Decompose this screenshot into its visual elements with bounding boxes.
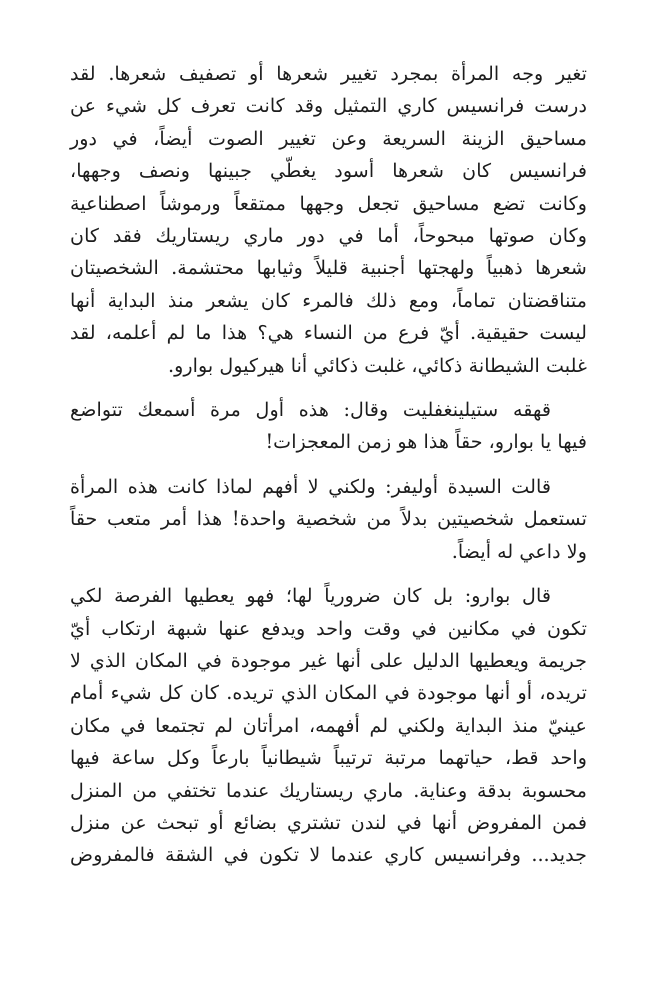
text-line: فمن المفروض أنها في لندن تشتري بضائع أو تبحث عن منزل <box>70 810 587 834</box>
text-line: شعرها ذهبياً ولهجتها أجنبية قليلاً وثيابها محتشمة. الشخصيتان <box>70 256 587 280</box>
text-line: جريمة ويعطيها الدليل على أنها غير موجودة في المكان الذي لا <box>70 648 587 672</box>
text-line: تكون في مكانين في وقت واحد ويدفع عنها شبهة ارتكاب أيّ <box>70 616 587 640</box>
text-line: فيها يا بوارو، حقاً هذا هو زمن المعجزات! <box>265 430 587 454</box>
paragraph-3 <box>70 471 587 568</box>
text-line: ليست حقيقية. أيّ فرع من النساء هي؟ هذا ما لم أعلمه، لقد <box>70 321 587 345</box>
text-line: متناقضتان تماماً، ومع ذلك فالمرء كان يشعر منذ البداية أنها <box>70 288 587 312</box>
text-line: قال بوارو: بل كان ضرورياً لها؛ فهو يعطيها الفرصة لكي <box>70 584 551 608</box>
text-line: قالت السيدة أوليفر: ولكني لا أفهم لماذا كانت هذه المرأة <box>70 474 551 498</box>
text-line: واحد قط، حياتهما مرتبة ترتيباً شيطانياً بارعاً وكل ساعة فيها <box>70 746 587 770</box>
text-line: عينيّ منذ البداية ولكني لم أفهمه، امرأتان لم تجتمعا في مكان <box>70 713 587 737</box>
text-line: تغير وجه المرأة بمجرد تغيير شعرها أو تصفيف شعرها. لقد <box>70 62 587 85</box>
text-line: غلبت الشيطانة ذكائي، غلبت ذكائي أنا هيركيول بوارو. <box>168 353 587 377</box>
text-line: تستعمل شخصيتين بدلاً من شخصية واحدة! هذا أمر متعب حقاً <box>70 507 587 531</box>
text-line: محسوبة بدقة وعناية. ماري ريستاريك عندما تختفي من المنزل <box>70 778 587 802</box>
text-line: فرانسيس كان شعرها أسود يغطّي جبينها ونصف وجهها، <box>70 159 587 183</box>
text-line: قهقه ستيلينغفليت وقال: هذه أول مرة أسمعك تتواضع <box>70 398 551 422</box>
text-line: تريده، أو أنها موجودة في المكان الذي تريده. كان كل شيء أمام <box>70 681 587 705</box>
text-line: مساحيق الزينة السريعة وعن تغيير الصوت أيضاً، في دور <box>70 126 587 150</box>
text-line: وكانت تضع مساحيق تجعل وجهها ممتقعاً ورموشاً اصطناعية <box>70 191 587 215</box>
paragraph-1 <box>70 58 587 382</box>
text-line: ولا داعي له أيضاً. <box>451 539 587 563</box>
text-line: وكان صوتها مبحوحاً، أما في دور ماري ريستاريك فقد كان <box>70 224 587 248</box>
paragraph-2 <box>70 394 587 459</box>
text-line: درست فرانسيس كاري التمثيل وقد كانت تعرف كل شيء عن <box>70 94 587 118</box>
paragraph-4 <box>70 580 587 872</box>
text-line: جديد... وفرانسيس كاري عندما لا تكون في الشقة فالمفروض <box>70 843 587 867</box>
